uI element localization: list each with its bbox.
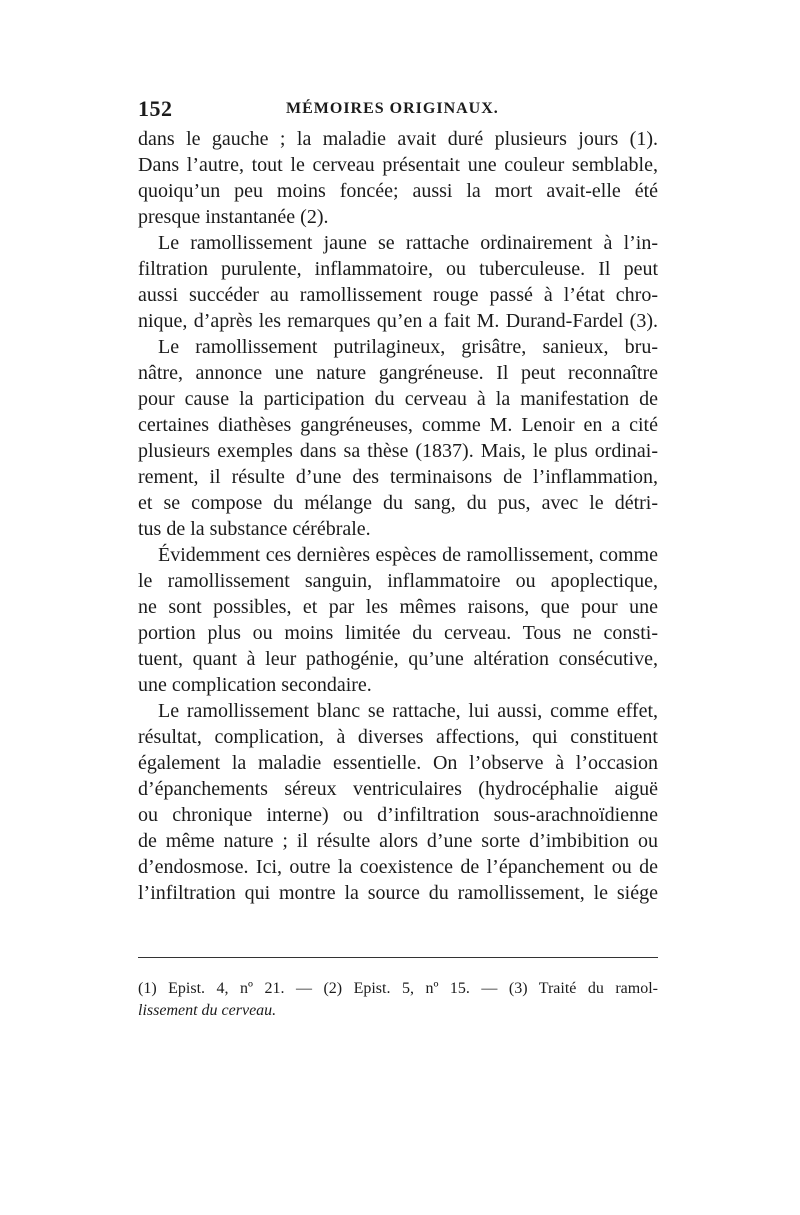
- footnote-line: (1) Epist. 4, nº 21. — (2) Epist. 5, nº 15. — (3) Traité du ramol-: [138, 980, 658, 997]
- text-line: aussi succéder au ramollissement rouge passé à l’état chro-: [138, 284, 658, 306]
- text-line: le ramollissement sanguin, inflammatoire ou apoplectique,: [138, 570, 658, 592]
- text-line: portion plus ou moins limitée du cerveau. Tous ne consti-: [138, 622, 658, 644]
- footnote-line: lissement du cerveau.: [138, 1002, 277, 1019]
- text-line: rement, il résulte d’une des terminaisons de l’inflammation,: [138, 466, 658, 488]
- text-line: quoiqu’un peu moins foncée; aussi la mort avait-elle été: [138, 180, 658, 202]
- text-line: nique, d’après les remarques qu’en a fait M. Durand-Fardel (3).: [138, 310, 658, 332]
- text-line: d’épanchements séreux ventriculaires (hydrocéphalie aiguë: [138, 778, 658, 800]
- paragraph-start-line: Le ramollissement putrilagineux, grisâtre, sanieux, bru-: [158, 336, 658, 358]
- text-line: certaines diathèses gangréneuses, comme M. Lenoir en a cité: [138, 414, 658, 436]
- text-line: filtration purulente, inflammatoire, ou tuberculeuse. Il peut: [138, 258, 658, 280]
- paragraph-start-line: Le ramollissement blanc se rattache, lui aussi, comme effet,: [158, 700, 658, 722]
- page-number: 152: [138, 96, 173, 121]
- text-line: tus de la substance cérébrale.: [138, 518, 371, 540]
- running-head: MÉMOIRES ORIGINAUX.: [286, 100, 499, 117]
- text-line: ne sont possibles, et par les mêmes raisons, que pour une: [138, 596, 658, 618]
- footnotes: [138, 978, 658, 1022]
- text-line: plusieurs exemples dans sa thèse (1837). Mais, le plus ordinai-: [138, 440, 658, 462]
- text-line: et se compose du mélange du sang, du pus, avec le détri-: [138, 492, 658, 514]
- footnote-divider: [138, 957, 658, 958]
- text-line: l’infiltration qui montre la source du ramollissement, le siége: [138, 882, 658, 904]
- text-line: d’endosmose. Ici, outre la coexistence de l’épanchement ou de: [138, 856, 658, 878]
- text-line: tuent, quant à leur pathogénie, qu’une altération consécutive,: [138, 648, 658, 670]
- text-line: presque instantanée (2).: [138, 206, 329, 228]
- paragraph-start-line: Évidemment ces dernières espèces de ramollissement, comme: [158, 544, 658, 566]
- text-line: de même nature ; il résulte alors d’une sorte d’imbibition ou: [138, 830, 658, 852]
- text-line: une complication secondaire.: [138, 674, 372, 696]
- text-line: nâtre, annonce une nature gangréneuse. Il peut reconnaître: [138, 362, 658, 384]
- text-line: pour cause la participation du cerveau à la manifestation de: [138, 388, 658, 410]
- text-line: Dans l’autre, tout le cerveau présentait une couleur semblable,: [138, 154, 658, 176]
- paragraph-start-line: Le ramollissement jaune se rattache ordinairement à l’in-: [158, 232, 658, 254]
- text-line: également la maladie essentielle. On l’observe à l’occasion: [138, 752, 658, 774]
- body-text: [138, 126, 658, 906]
- text-line: résultat, complication, à diverses affections, qui constituent: [138, 726, 658, 748]
- page-header: [138, 96, 658, 126]
- text-line: dans le gauche ; la maladie avait duré plusieurs jours (1).: [138, 128, 658, 150]
- text-line: ou chronique interne) ou d’infiltration sous-arachnoïdienne: [138, 804, 658, 826]
